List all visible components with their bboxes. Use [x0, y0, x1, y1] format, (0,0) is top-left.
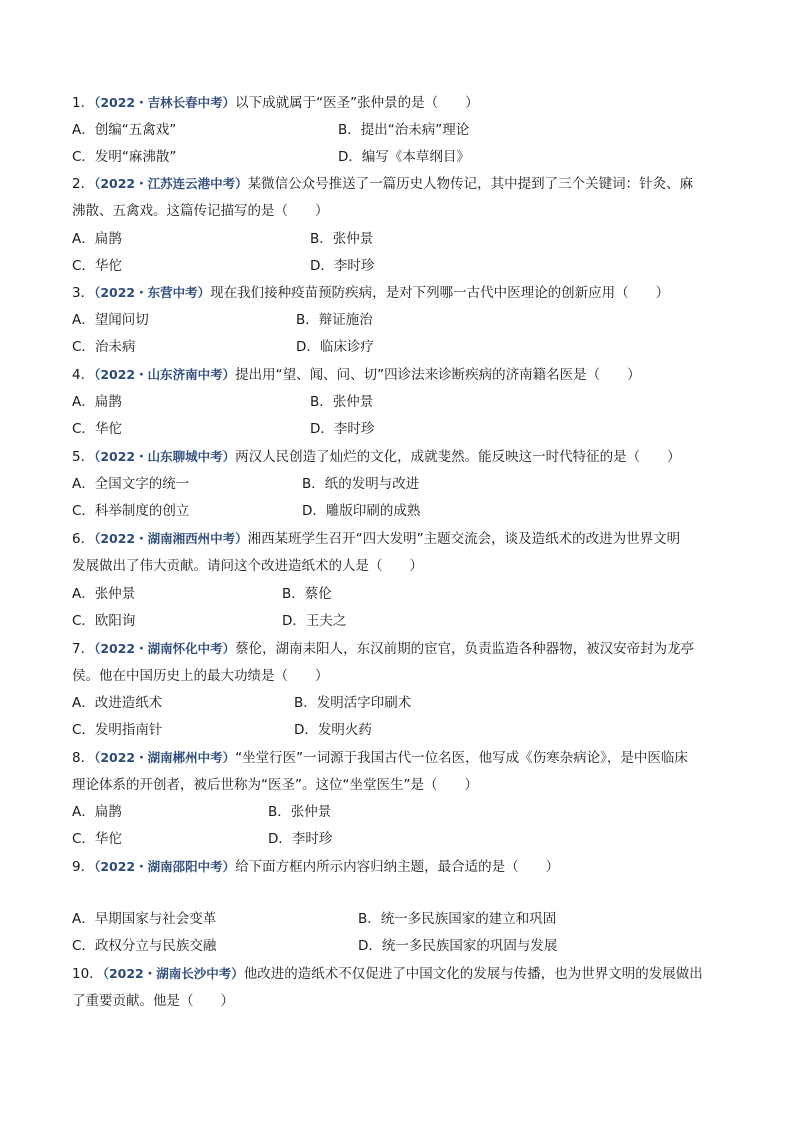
question-4-source: （2022・山东济南中考） [94, 367, 236, 382]
question-6-option-c: C．欧阳询 [72, 613, 136, 629]
question-2-stem: 2．（2022・江苏连云港中考）某微信公众号推送了一篇历史人物传记，其中提到了三个关键词：针灸、麻 [72, 176, 694, 192]
question-5-stem: 5．（2022・山东聊城中考）两汉人民创造了灿烂的文化，成就斐然。能反映这一时代特征的是（ ） [72, 449, 681, 465]
question-3-stem: 3．（2022・东营中考）现在我们接种疫苗预防疾病，是对下列哪一古代中医理论的创新应用（ ） [72, 285, 670, 301]
question-3-source: （2022・东营中考） [94, 285, 211, 300]
question-6-option-a: A．张仲景 [72, 586, 136, 602]
question-5-option-d: D．雕版印刷的成熟 [302, 503, 421, 519]
question-9-stem: 9．（2022・湖南邵阳中考）给下面方框内所示内容归纳主题，最合适的是（ ） [72, 859, 560, 875]
question-2-option-d: D．李时珍 [310, 258, 375, 274]
question-1-option-d: D．编写《本草纲目》 [338, 149, 470, 165]
question-4-option-d: D．李时珍 [310, 421, 375, 437]
question-10-source: （2022・湖南长沙中考） [102, 966, 244, 981]
question-8-option-d: D．李时珍 [268, 831, 333, 847]
question-4-option-a: A．扁鹊 [72, 394, 122, 410]
question-9-option-c: C．政权分立与民族交融 [72, 938, 217, 954]
question-8-stem: 8．（2022・湖南郴州中考）“坐堂行医”一词源于我国古代一位名医，他写成《伤寒杂病论》，是中医临床 [72, 750, 688, 766]
question-9-source: （2022・湖南邵阳中考） [94, 859, 236, 874]
question-3-option-b: B．辩证施治 [296, 312, 373, 328]
question-9-option-b: B．统一多民族国家的建立和巩固 [358, 911, 557, 927]
question-4-option-b: B．张仲景 [310, 394, 374, 410]
question-6-option-b: B．蔡伦 [282, 586, 332, 602]
question-7-option-b: B．发明活字印刷术 [294, 695, 412, 711]
question-7-option-d: D．发明火药 [294, 722, 372, 738]
question-2-option-a: A．扁鹊 [72, 231, 122, 247]
question-4-stem: 4．（2022・山东济南中考）提出用“望、闻、问、切”四诊法来诊断疾病的济南籍名医是（ ） [72, 367, 641, 383]
question-8-source: （2022・湖南郴州中考） [94, 750, 236, 765]
question-7-option-c: C．发明指南针 [72, 722, 163, 738]
question-4-option-c: C．华佗 [72, 421, 122, 437]
question-5-source: （2022・山东聊城中考） [94, 449, 236, 464]
question-5-option-a: A．全国文字的统一 [72, 476, 190, 492]
question-3-option-d: D．临床诊疗 [296, 339, 374, 355]
question-7-source: （2022・湖南怀化中考） [94, 641, 236, 656]
question-6-option-d: D．王夫之 [282, 613, 347, 629]
question-1-source: （2022・吉林长春中考） [94, 95, 236, 110]
question-1-stem: 1．（2022・吉林长春中考）以下成就属于“医圣”张仲景的是（ ） [72, 95, 479, 111]
question-6-stem-line-2: 发展做出了伟大贡献。请问这个改进造纸术的人是（ ） [72, 558, 423, 574]
question-10-stem-line-2: 了重要贡献。他是（ ） [72, 993, 234, 1009]
question-3-option-a: A．望闻问切 [72, 312, 149, 328]
question-1-option-c: C．发明“麻沸散” [72, 149, 177, 165]
question-6-stem: 6．（2022・湖南湘西州中考）湘西某班学生召开“四大发明”主题交流会，谈及造纸术的改进为世界文明 [72, 531, 681, 547]
question-1-option-a: A．创编“五禽戏” [72, 122, 177, 138]
question-8-option-a: A．扁鹊 [72, 804, 122, 820]
question-8-stem-line-2: 理论体系的开创者，被后世称为“医圣”。这位“坐堂医生”是（ ） [72, 777, 478, 793]
question-5-option-c: C．科举制度的创立 [72, 503, 190, 519]
question-2-source: （2022・江苏连云港中考） [94, 176, 248, 191]
question-7-stem-line-2: 侯。他在中国历史上的最大功绩是（ ） [72, 668, 329, 684]
question-3-option-c: C．治未病 [72, 339, 136, 355]
question-9-option-a: A．早期国家与社会变革 [72, 911, 217, 927]
question-2-option-c: C．华佗 [72, 258, 122, 274]
question-7-stem: 7．（2022・湖南怀化中考）蔡伦，湖南耒阳人，东汉前期的宦官，负责监造各种器物，被汉安帝封为龙亭 [72, 641, 695, 657]
question-8-option-b: B．张仲景 [268, 804, 332, 820]
question-1-option-b: B．提出“治未病”理论 [338, 122, 470, 138]
question-10-stem: 10．（2022・湖南长沙中考）他改进的造纸术不仅促进了中国文化的发展与传播，也为世界文明的发展做出 [72, 966, 703, 982]
question-2-option-b: B．张仲景 [310, 231, 374, 247]
question-5-option-b: B．纸的发明与改进 [302, 476, 420, 492]
question-2-stem-line-2: 沸散、五禽戏。这篇传记描写的是（ ） [72, 203, 329, 219]
question-9-option-d: D．统一多民族国家的巩固与发展 [358, 938, 558, 954]
question-7-option-a: A．改进造纸术 [72, 695, 163, 711]
question-8-option-c: C．华佗 [72, 831, 122, 847]
question-6-source: （2022・湖南湘西州中考） [94, 531, 248, 546]
